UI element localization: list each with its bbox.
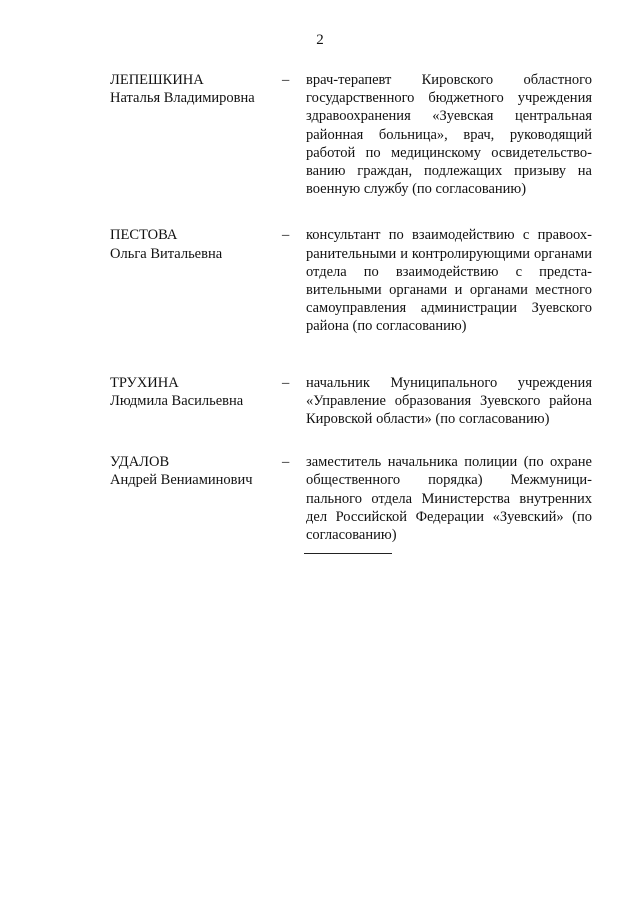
member-given-name: Наталья Владимировна [110,90,255,107]
members-list [110,71,592,544]
page-number: 2 [316,32,324,48]
member-surname: ЛЕПЕШКИНА [110,72,204,88]
dash-separator: – [282,454,290,471]
member-name [110,374,282,410]
end-of-list-rule [304,553,392,554]
member-name [110,453,282,489]
member-surname: ТРУХИНА [110,374,179,391]
dash-separator: – [282,72,290,88]
member-given-name: Людмила Васильевна [110,392,244,409]
member-surname: ПЕСТОВА [110,227,178,244]
member-entry [110,453,592,544]
member-name [110,226,282,262]
member-entry [110,71,592,198]
member-entry [110,374,592,429]
member-role: заместитель начальника полиции (по охране общественного порядка) Межмуниципального отдела Министерства внутренних дел Российской Федерации «Зуевский» (по согласованию) [306,454,592,544]
dash-separator: – [282,227,290,244]
member-name [110,71,282,107]
member-given-name: Ольга Витальевна [110,245,223,262]
member-role: консультант по взаимодействию с правоохранительными и контролирующими органами отдела по взаимодействию с представительными органами и органами местного самоуправления администрации Зуевского района (по согласованию) [306,227,592,335]
dash-separator: – [282,374,290,391]
member-role: врач-терапевт Кировского областного государственного бюджетного учреждения здравоохранения «Зуевская центральная районная больница», врач, руководящий работой по медицинскому освидетельствованию граждан, подлежащих призыву на военную службу (по согласованию) [306,72,592,198]
member-entry [110,226,592,335]
member-role: начальник Муниципального учреждения «Управление образования Зуевского района Кировской области» (по согласованию) [306,374,592,428]
member-surname: УДАЛОВ [110,454,170,471]
member-given-name: Андрей Вениаминович [110,472,253,489]
